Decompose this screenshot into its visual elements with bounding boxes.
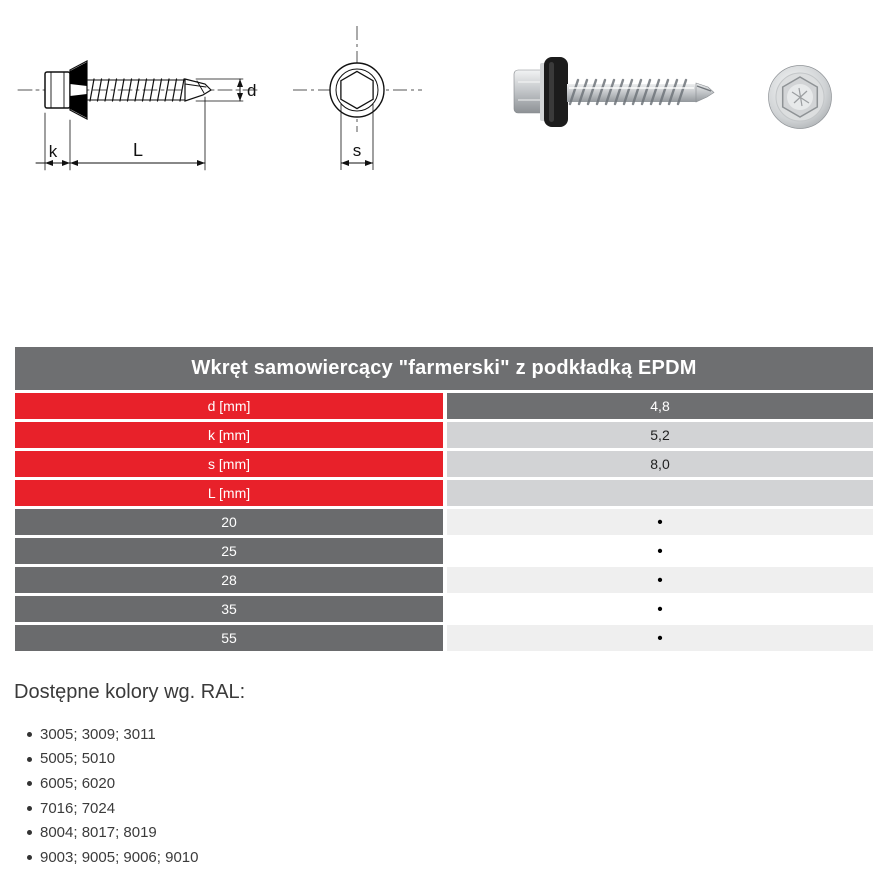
dimension-row-d <box>15 393 873 419</box>
dimension-row-k <box>15 422 873 448</box>
ral-colors-list <box>40 722 198 870</box>
length-row-28 <box>15 567 873 593</box>
length-label-cell: 20 <box>15 509 443 535</box>
top-view-drawing <box>293 26 422 170</box>
dimension-label-cell: L [mm] <box>15 480 443 506</box>
ral-color-item: 8004; 8017; 8019 <box>40 820 198 845</box>
availability-dot: • <box>657 513 663 531</box>
ral-color-item: 5005; 5010 <box>40 747 198 772</box>
availability-cell <box>447 625 873 651</box>
spec-table-title: Wkręt samowiercący "farmerski" z podkładką EPDM <box>15 347 873 390</box>
availability-cell <box>447 567 873 593</box>
availability-cell <box>447 596 873 622</box>
length-label-cell: 25 <box>15 538 443 564</box>
ral-color-item: 3005; 3009; 3011 <box>40 722 198 747</box>
dimension-label-cell: k [mm] <box>15 422 443 448</box>
dimension-row-s <box>15 451 873 477</box>
ral-color-item: 7016; 7024 <box>40 796 198 821</box>
length-row-35 <box>15 596 873 622</box>
dim-label-L: L <box>132 140 144 160</box>
availability-dot: • <box>657 600 663 618</box>
side-view-drawing <box>18 61 258 170</box>
length-row-55 <box>15 625 873 651</box>
dimension-label-cell: s [mm] <box>15 451 443 477</box>
dim-label-d: d <box>247 81 257 100</box>
availability-cell <box>447 538 873 564</box>
ral-color-item: 6005; 6020 <box>40 771 198 796</box>
dim-label-k: k <box>48 142 58 161</box>
dim-label-s: s <box>352 141 362 160</box>
length-label-cell: 55 <box>15 625 443 651</box>
availability-dot: • <box>657 542 663 560</box>
availability-dot: • <box>657 571 663 589</box>
length-label-cell: 28 <box>15 567 443 593</box>
length-label-cell: 35 <box>15 596 443 622</box>
length-row-20 <box>15 509 873 535</box>
length-row-25 <box>15 538 873 564</box>
product-photo-svg <box>440 0 889 260</box>
dimension-value-cell: 4,8 <box>447 393 873 419</box>
dimension-value-cell <box>447 480 873 506</box>
availability-dot: • <box>657 629 663 647</box>
technical-drawing-svg <box>0 0 440 320</box>
dimension-value-cell: 5,2 <box>447 422 873 448</box>
dimension-label-cell: d [mm] <box>15 393 443 419</box>
dimension-row-L <box>15 480 873 506</box>
ral-colors-heading: Dostępne kolory wg. RAL: <box>14 681 246 703</box>
spec-table <box>15 347 873 651</box>
photo-top-view <box>769 66 832 129</box>
photo-side-view <box>514 57 714 127</box>
dimension-value-cell: 8,0 <box>447 451 873 477</box>
ral-color-item: 9003; 9005; 9006; 9010 <box>40 845 198 870</box>
availability-cell <box>447 509 873 535</box>
